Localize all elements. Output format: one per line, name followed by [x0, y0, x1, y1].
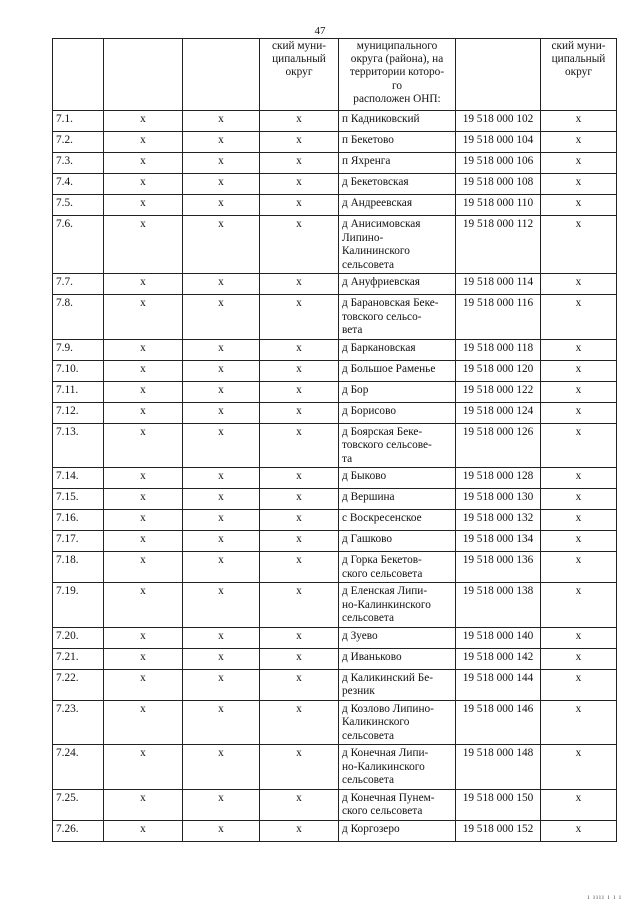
cell-x-6: x: [541, 216, 617, 274]
cell-x-1: x: [104, 132, 183, 153]
scan-mark: ı ıııı ı ı ı: [587, 893, 622, 901]
settlement-name: д Большое Раменье: [339, 360, 456, 381]
cell-x-3: x: [260, 339, 339, 360]
settlement-name: д Ануфриевская: [339, 274, 456, 295]
oktmo-code: 19 518 000 120: [456, 360, 541, 381]
table-row: [53, 627, 617, 648]
cell-x-2: x: [183, 174, 260, 195]
row-number: 7.6.: [53, 216, 104, 274]
cell-x-3: x: [260, 648, 339, 669]
cell-x-3: x: [260, 153, 339, 174]
oktmo-code: 19 518 000 136: [456, 552, 541, 583]
settlements-table: [52, 38, 617, 842]
table-row: [53, 423, 617, 468]
header-cell-5: [456, 39, 541, 111]
table-body: [53, 39, 617, 842]
row-number: 7.20.: [53, 627, 104, 648]
row-number: 7.21.: [53, 648, 104, 669]
cell-x-3: x: [260, 468, 339, 489]
cell-x-3: x: [260, 489, 339, 510]
cell-x-2: x: [183, 510, 260, 531]
cell-x-6: x: [541, 510, 617, 531]
settlement-name: д Иваньково: [339, 648, 456, 669]
settlement-name: д Конечная Пунем- ского сельсовета: [339, 789, 456, 820]
settlement-name: д Конечная Липи- но-Каликинского сельсовета: [339, 745, 456, 790]
cell-x-1: x: [104, 111, 183, 132]
cell-x-6: x: [541, 531, 617, 552]
settlement-name: п Яхренга: [339, 153, 456, 174]
oktmo-code: 19 518 000 138: [456, 583, 541, 628]
oktmo-code: 19 518 000 122: [456, 381, 541, 402]
cell-x-2: x: [183, 195, 260, 216]
cell-x-6: x: [541, 745, 617, 790]
settlement-name: д Андреевская: [339, 195, 456, 216]
cell-x-2: x: [183, 531, 260, 552]
settlement-name: д Зуево: [339, 627, 456, 648]
cell-x-1: x: [104, 274, 183, 295]
row-number: 7.17.: [53, 531, 104, 552]
cell-x-1: x: [104, 669, 183, 700]
cell-x-1: x: [104, 360, 183, 381]
table-row: [53, 153, 617, 174]
table-row: [53, 111, 617, 132]
table-row: [53, 583, 617, 628]
oktmo-code: 19 518 000 114: [456, 274, 541, 295]
settlement-name: д Баркановская: [339, 339, 456, 360]
table-row: [53, 552, 617, 583]
row-number: 7.16.: [53, 510, 104, 531]
table-row: [53, 402, 617, 423]
oktmo-code: 19 518 000 124: [456, 402, 541, 423]
table-row: [53, 339, 617, 360]
cell-x-6: x: [541, 789, 617, 820]
cell-x-3: x: [260, 174, 339, 195]
row-number: 7.24.: [53, 745, 104, 790]
oktmo-code: 19 518 000 116: [456, 295, 541, 340]
cell-x-3: x: [260, 531, 339, 552]
cell-x-6: x: [541, 360, 617, 381]
table-row: [53, 381, 617, 402]
cell-x-3: x: [260, 195, 339, 216]
cell-x-6: x: [541, 274, 617, 295]
oktmo-code: 19 518 000 142: [456, 648, 541, 669]
table-row: [53, 216, 617, 274]
row-number: 7.18.: [53, 552, 104, 583]
cell-x-6: x: [541, 402, 617, 423]
cell-x-6: x: [541, 627, 617, 648]
table-row: [53, 745, 617, 790]
settlement-name: д Боярская Беке- товского сельсове- та: [339, 423, 456, 468]
table-row: [53, 295, 617, 340]
cell-x-1: x: [104, 648, 183, 669]
settlement-name: д Коргозеро: [339, 820, 456, 841]
cell-x-2: x: [183, 489, 260, 510]
oktmo-code: 19 518 000 106: [456, 153, 541, 174]
cell-x-2: x: [183, 468, 260, 489]
oktmo-code: 19 518 000 132: [456, 510, 541, 531]
cell-x-2: x: [183, 153, 260, 174]
settlement-name: д Каликинский Бе- резник: [339, 669, 456, 700]
cell-x-3: x: [260, 510, 339, 531]
row-number: 7.1.: [53, 111, 104, 132]
cell-x-1: x: [104, 339, 183, 360]
header-cell-num: [53, 39, 104, 111]
header-cell-6: ский муни- ципальный округ: [541, 39, 617, 111]
cell-x-1: x: [104, 552, 183, 583]
cell-x-6: x: [541, 552, 617, 583]
cell-x-2: x: [183, 274, 260, 295]
row-number: 7.13.: [53, 423, 104, 468]
row-number: 7.23.: [53, 700, 104, 745]
settlement-name: п Кадниковский: [339, 111, 456, 132]
cell-x-1: x: [104, 195, 183, 216]
page-number: 47: [314, 25, 326, 37]
row-number: 7.11.: [53, 381, 104, 402]
settlement-name: д Анисимовская Липино- Калининского сельсовета: [339, 216, 456, 274]
cell-x-1: x: [104, 468, 183, 489]
cell-x-6: x: [541, 820, 617, 841]
row-number: 7.12.: [53, 402, 104, 423]
cell-x-6: x: [541, 423, 617, 468]
cell-x-3: x: [260, 360, 339, 381]
cell-x-2: x: [183, 295, 260, 340]
cell-x-2: x: [183, 700, 260, 745]
cell-x-2: x: [183, 583, 260, 628]
cell-x-6: x: [541, 700, 617, 745]
cell-x-2: x: [183, 552, 260, 583]
cell-x-3: x: [260, 627, 339, 648]
cell-x-3: x: [260, 552, 339, 583]
row-number: 7.3.: [53, 153, 104, 174]
cell-x-3: x: [260, 381, 339, 402]
cell-x-6: x: [541, 381, 617, 402]
settlement-name: д Быково: [339, 468, 456, 489]
settlement-name: д Гашково: [339, 531, 456, 552]
oktmo-code: 19 518 000 104: [456, 132, 541, 153]
cell-x-3: x: [260, 111, 339, 132]
settlement-name: д Борисово: [339, 402, 456, 423]
cell-x-6: x: [541, 295, 617, 340]
cell-x-2: x: [183, 111, 260, 132]
oktmo-code: 19 518 000 102: [456, 111, 541, 132]
settlement-name: п Бекетово: [339, 132, 456, 153]
cell-x-1: x: [104, 820, 183, 841]
row-number: 7.4.: [53, 174, 104, 195]
row-number: 7.26.: [53, 820, 104, 841]
header-cell-1: [104, 39, 183, 111]
row-number: 7.15.: [53, 489, 104, 510]
cell-x-3: x: [260, 216, 339, 274]
cell-x-3: x: [260, 402, 339, 423]
table-row: [53, 789, 617, 820]
cell-x-1: x: [104, 489, 183, 510]
cell-x-1: x: [104, 531, 183, 552]
cell-x-2: x: [183, 381, 260, 402]
row-number: 7.2.: [53, 132, 104, 153]
cell-x-2: x: [183, 402, 260, 423]
cell-x-6: x: [541, 669, 617, 700]
table-row: [53, 700, 617, 745]
table-row: [53, 174, 617, 195]
table-row: [53, 489, 617, 510]
cell-x-3: x: [260, 295, 339, 340]
cell-x-3: x: [260, 669, 339, 700]
cell-x-3: x: [260, 583, 339, 628]
cell-x-6: x: [541, 583, 617, 628]
cell-x-6: x: [541, 153, 617, 174]
cell-x-6: x: [541, 339, 617, 360]
cell-x-3: x: [260, 820, 339, 841]
row-number: 7.25.: [53, 789, 104, 820]
cell-x-1: x: [104, 627, 183, 648]
settlement-name: д Еленская Липи- но-Калинкинского сельсовета: [339, 583, 456, 628]
settlement-name: с Воскресенское: [339, 510, 456, 531]
row-number: 7.14.: [53, 468, 104, 489]
oktmo-code: 19 518 000 146: [456, 700, 541, 745]
oktmo-code: 19 518 000 110: [456, 195, 541, 216]
cell-x-3: x: [260, 745, 339, 790]
table-row: [53, 648, 617, 669]
cell-x-1: x: [104, 402, 183, 423]
cell-x-1: x: [104, 153, 183, 174]
settlement-name: д Бекетовская: [339, 174, 456, 195]
row-number: 7.10.: [53, 360, 104, 381]
row-number: 7.22.: [53, 669, 104, 700]
table-row: [53, 669, 617, 700]
oktmo-code: 19 518 000 130: [456, 489, 541, 510]
cell-x-2: x: [183, 669, 260, 700]
cell-x-6: x: [541, 111, 617, 132]
table-header-row: [53, 39, 617, 111]
cell-x-1: x: [104, 423, 183, 468]
cell-x-6: x: [541, 195, 617, 216]
cell-x-3: x: [260, 789, 339, 820]
oktmo-code: 19 518 000 152: [456, 820, 541, 841]
settlement-name: д Горка Бекетов- ского сельсовета: [339, 552, 456, 583]
row-number: 7.7.: [53, 274, 104, 295]
table-row: [53, 531, 617, 552]
cell-x-2: x: [183, 216, 260, 274]
oktmo-code: 19 518 000 112: [456, 216, 541, 274]
oktmo-code: 19 518 000 144: [456, 669, 541, 700]
cell-x-6: x: [541, 489, 617, 510]
cell-x-1: x: [104, 381, 183, 402]
row-number: 7.19.: [53, 583, 104, 628]
cell-x-2: x: [183, 360, 260, 381]
oktmo-code: 19 518 000 150: [456, 789, 541, 820]
cell-x-1: x: [104, 510, 183, 531]
cell-x-2: x: [183, 339, 260, 360]
cell-x-3: x: [260, 700, 339, 745]
cell-x-3: x: [260, 274, 339, 295]
table-row: [53, 360, 617, 381]
cell-x-1: x: [104, 700, 183, 745]
oktmo-code: 19 518 000 108: [456, 174, 541, 195]
row-number: 7.8.: [53, 295, 104, 340]
settlement-name: д Бор: [339, 381, 456, 402]
cell-x-1: x: [104, 745, 183, 790]
header-cell-2: [183, 39, 260, 111]
header-cell-3: ский муни- ципальный округ: [260, 39, 339, 111]
row-number: 7.9.: [53, 339, 104, 360]
cell-x-6: x: [541, 174, 617, 195]
oktmo-code: 19 518 000 148: [456, 745, 541, 790]
table-row: [53, 820, 617, 841]
cell-x-3: x: [260, 423, 339, 468]
cell-x-2: x: [183, 648, 260, 669]
oktmo-code: 19 518 000 134: [456, 531, 541, 552]
settlement-name: д Козлово Липино- Каликинского сельсовета: [339, 700, 456, 745]
table-row: [53, 274, 617, 295]
row-number: 7.5.: [53, 195, 104, 216]
settlement-name: д Барановская Беке- товского сельсо- вета: [339, 295, 456, 340]
header-cell-4: муниципального округа (района), на территории которо- го расположен ОНП:: [339, 39, 456, 111]
cell-x-1: x: [104, 295, 183, 340]
cell-x-2: x: [183, 820, 260, 841]
table-row: [53, 510, 617, 531]
cell-x-6: x: [541, 132, 617, 153]
cell-x-2: x: [183, 745, 260, 790]
settlement-name: д Вершина: [339, 489, 456, 510]
cell-x-2: x: [183, 423, 260, 468]
oktmo-code: 19 518 000 128: [456, 468, 541, 489]
cell-x-1: x: [104, 174, 183, 195]
cell-x-1: x: [104, 216, 183, 274]
oktmo-code: 19 518 000 126: [456, 423, 541, 468]
cell-x-6: x: [541, 648, 617, 669]
oktmo-code: 19 518 000 140: [456, 627, 541, 648]
table-row: [53, 468, 617, 489]
table-row: [53, 195, 617, 216]
cell-x-1: x: [104, 789, 183, 820]
cell-x-1: x: [104, 583, 183, 628]
cell-x-2: x: [183, 789, 260, 820]
cell-x-2: x: [183, 132, 260, 153]
oktmo-code: 19 518 000 118: [456, 339, 541, 360]
table-row: [53, 132, 617, 153]
cell-x-2: x: [183, 627, 260, 648]
cell-x-3: x: [260, 132, 339, 153]
cell-x-6: x: [541, 468, 617, 489]
